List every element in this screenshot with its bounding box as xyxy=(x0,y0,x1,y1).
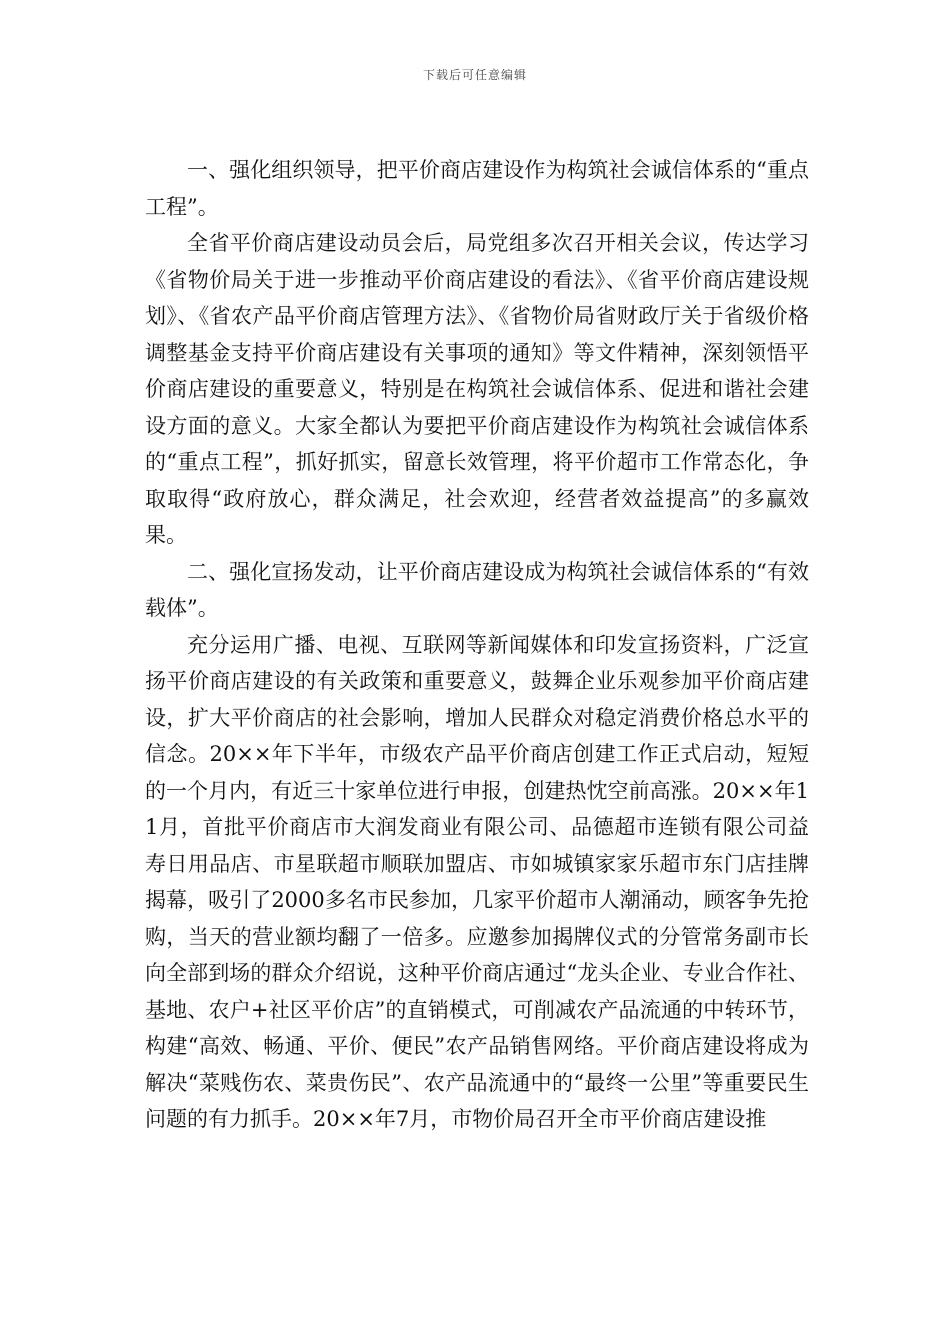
document-body xyxy=(145,152,809,1138)
page-header: 下载后可任意编辑 xyxy=(422,68,527,82)
body-paragraph-2: 充分运用广播、电视、互联网等新闻媒体和印发宣扬资料，广泛宣扬平价商店建设的有关政策和重要意义，鼓舞企业乐观参加平价商店建设，扩大平价商店的社会影响，增加人民群众对稳定消费价格总水平的信念。20××年下半年，市级农产品平价商店创建工作正式启动，短短的一个月内，有近三十家单位进行申报，创建热忱空前高涨。20××年11月，首批平价商店市大润发商业有限公司、品德超市连锁有限公司益寿日用品店、市星联超市顺联加盟店、市如城镇家家乐超市东门店挂牌揭幕，吸引了2000多名市民参加，几家平价超市人潮涌动，顾客争先抢购，当天的营业额均翻了一倍多。应邀参加揭牌仪式的分管常务副市长向全部到场的群众介绍说，这种平价商店通过“龙头企业、专业合作社、基地、农户+社区平价店”的直销模式，可削减农产品流通的中转环节，构建“高效、畅通、平价、便民”农产品销售网络。平价商店建设将成为解决“菜贱伤农、菜贵伤民”、农产品流通中的“最终一公里”等重要民生问题的有力抓手。20××年7月，市物价局召开全市平价商店建设推 xyxy=(145,632,809,1131)
body-paragraph-1: 全省平价商店建设动员会后，局党组多次召开相关会议，传达学习《省物价局关于进一步推动平价商店建设的看法》、《省平价商店建设规划》、《省农产品平价商店管理方法》、《省物价局省财政厅关于省级价格调整基金支持平价商店建设有关事项的通知》等文件精神，深刻领悟平价商店建设的重要意义，特别是在构筑社会诚信体系、促进和谐社会建设方面的意义。大家全都认为要把平价商店建设作为构筑社会诚信体系的“重点工程”，抓好抓实，留意长效管理，将平价超市工作常态化，争取取得“政府放心，群众满足，社会欢迎，经营者效益提高”的多赢效果。 xyxy=(145,231,809,547)
section-heading-2: 二、强化宣扬发动，让平价商店建设成为构筑社会诚信体系的“有效载体”。 xyxy=(145,559,809,620)
section-heading-1: 一、强化组织领导，把平价商店建设作为构筑社会诚信体系的“重点工程”。 xyxy=(145,158,809,219)
